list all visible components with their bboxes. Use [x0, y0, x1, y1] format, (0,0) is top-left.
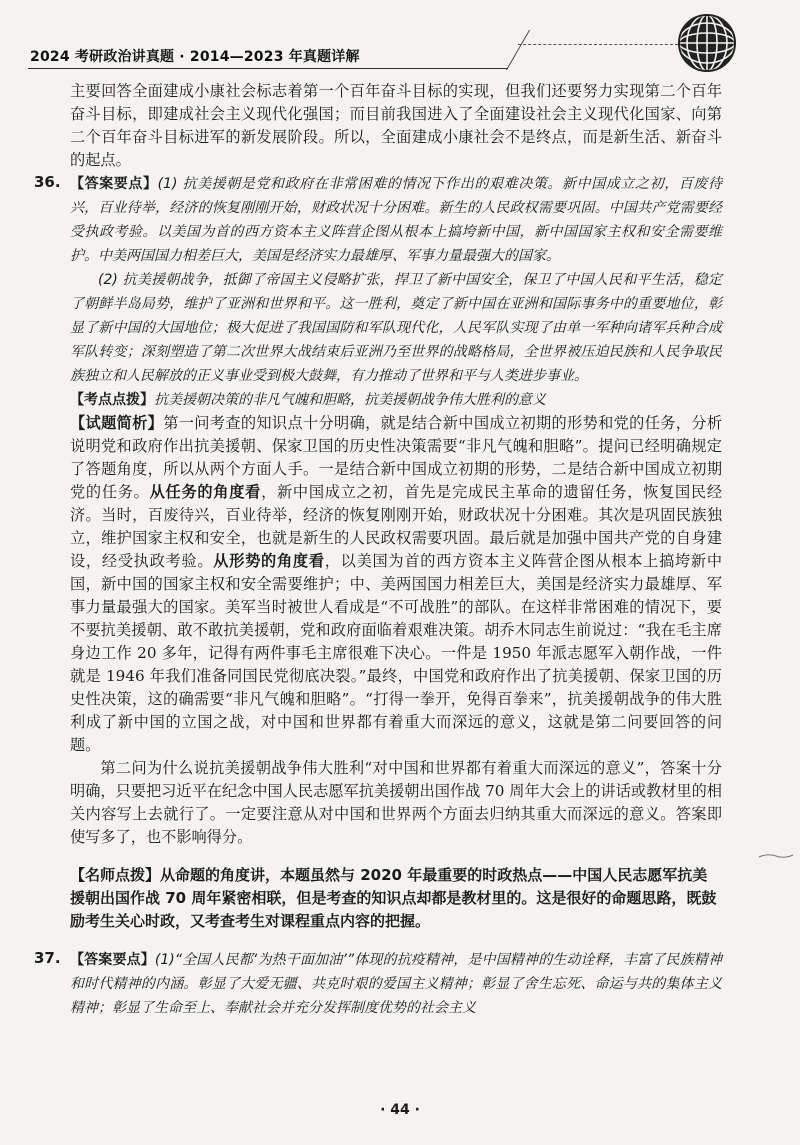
analysis-bold-task: 从任务的角度看: [149, 483, 262, 501]
analysis-bold-situation: 从形势的角度看: [213, 552, 325, 570]
question-number: 36.: [34, 173, 61, 191]
question-number: 37.: [34, 949, 61, 967]
answer-37: [70, 948, 722, 1020]
analysis-second-question: 第二问为什么说抗美援朝战争伟大胜利“对中国和世界都有着重大而深远的意义”，答案十分明确，只要把习近平在纪念中国人民志愿军抗美援朝出国作战 70 周年大会上的讲话或教材里的相关内容写上去就行了。一定要注意从对中国和世界两个方面去归纳其重大而深远的意义。答案即使写多了，也不影响得分。: [70, 759, 722, 846]
teacher-tag: 【名师点拨】: [70, 866, 161, 884]
teacher-note: [70, 864, 722, 933]
header-dashed-rule: [518, 44, 678, 45]
exam-point-text: 抗美援朝决策的非凡气魄和胆略，抗美援朝战争伟大胜利的意义: [154, 392, 546, 408]
header-rule: [28, 68, 508, 69]
page-number: · 44 ·: [380, 1102, 420, 1118]
globe-icon: [676, 12, 738, 74]
question-37: [34, 948, 722, 1020]
answer-text: (1)“全国人民都‘为热干面加油’”体现的抗疫精神，是中国精神的生动诠释，丰富了民族精神和时代精神的内涵。彰显了大爱无疆、共克时艰的爱国主义精神；彰显了舍生忘死、命运与共的集体主义精神；彰显了生命至上、奉献社会并充分发挥制度优势的社会主义: [70, 952, 722, 1016]
analysis-tag: 【试题简析】: [70, 414, 164, 432]
analysis-text-c: ，以美国为首的西方资本主义阵营企图从根本上搞垮新中国，新中国的国家主权和安全需要维护；中、美两国国力相差巨大，美国是经济实力最雄厚、军事力量最强大的国家。美军当时被世人看成是“不可战胜”的部队。在这样非常困难的情况下，要不要抗美援朝、敢不敢抗美援朝，党和政府面临着艰难决策。胡乔木同志生前说过：“我在毛主席身边工作 20 多年，记得有两件事毛主席很难下决心。一件是 1950 年派志愿军入朝作战，一件就是 1946 年我们准备同国民党彻底决裂。”最终，中国党和政府作出了抗美援朝、保家卫国的历史性决策，这的确需要“非凡气魄和胆略”。“打得一拳开，免得百拳来”，抗美援朝战争的伟大胜利成了新中国的立国之战，对中国和世界都有着重大而深远的意义，这就是第二问要回答的问题。: [70, 552, 723, 754]
analysis-text-b: ，新中国成立之初，首先是完成民主革命的遗留任务，恢复国民经济。当时，百废待兴，百业待举，经济的恢复刚刚开始，财政状况十分困难。其次是巩固民族独立，维护国家主权和安全，也就是新生的人民政权需要巩固。最后就是加强中国共产党的自身建设，经受执政考验。: [70, 483, 723, 570]
exam-point: [70, 388, 722, 412]
answer-tag: 【答案要点】: [70, 176, 158, 192]
exam-point-tag: 【考点点拨】: [70, 392, 154, 408]
margin-mark: [758, 852, 794, 860]
intro-paragraph: 主要回答全面建成小康社会标志着第一个百年奋斗目标的实现，但我们还要努力实现第二个百年奋斗目标，即建成社会主义现代化强国；而目前我国进入了全面建设社会主义现代化国家、向第二个百年奋斗目标进军的新发展阶段。所以，全面建成小康社会不是终点，而是新生活、新奋斗的起点。: [70, 82, 722, 169]
page-body: [34, 80, 723, 1020]
analysis-paragraph: [70, 412, 722, 757]
answer-36-part2: (2) 抗美援朝战争，抵御了帝国主义侵略扩张，捍卫了新中国安全，保卫了中国人民和平生活，稳定了朝鲜半岛局势，维护了亚洲和世界和平。这一胜利，奠定了新中国在亚洲和国际事务中的重要地位，彰显了新中国的大国地位；极大促进了我国国防和军队现代化，人民军队实现了由单一军种向诸军兵种合成军队转变；深刻塑造了第二次世界大战结束后亚洲乃至世界的战略格局，全世界被压迫民族和人民争取民族独立和人民解放的正义事业受到极大鼓舞，有力推动了世界和平与人类进步事业。: [70, 272, 722, 384]
page-header: [0, 0, 800, 70]
header-title: 2024 考研政治讲真题 · 2014—2023 年真题详解: [30, 49, 360, 65]
header-slant-rule: [506, 30, 530, 70]
answer-text: (1) 抗美援朝是党和政府在非常困难的情况下作出的艰难决策。新中国成立之初，百废待兴，百业待举，经济的恢复刚刚开始，财政状况十分困难。新生的人民政权需要巩固。中国共产党需要经受执政考验。以美国为首的西方资本主义阵营企图从根本上搞垮新中国，新中国国家主权和安全需要维护。中美两国国力相差巨大，美国是经济实力最雄厚、军事力量最强大的国家。: [70, 176, 723, 264]
analysis-text-a: 第一问考查的知识点十分明确，就是结合新中国成立初期的形势和党的任务，分析说明党和政府作出抗美援朝、保家卫国的历史性决策需要“非凡气魄和胆略”。提问已经明确规定了答题角度，所以从两个方面人手。一是结合新中国成立初期的形势，二是结合新中国成立初期党的任务。: [70, 414, 723, 501]
question-36: [34, 172, 723, 933]
answer-tag: 【答案要点】: [70, 952, 155, 968]
teacher-text: 从命题的角度讲，本题虽然与 2020 年最重要的时政热点——中国人民志愿军抗美援朝出国作战 70 周年紧密相联，但是考查的知识点却都是教材里的。这是很好的命题思路，既鼓励考生关心时政，又考查考生对课程重点内容的把握。: [70, 866, 717, 930]
answer-36-part1: [70, 172, 722, 268]
